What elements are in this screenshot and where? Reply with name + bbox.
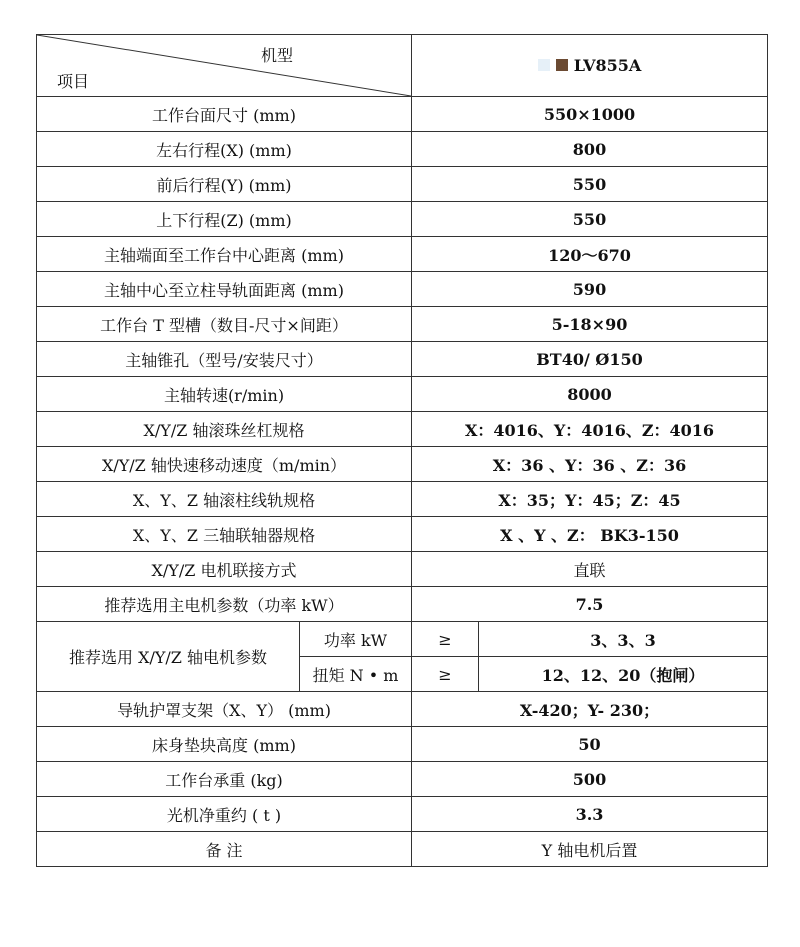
spec-label: 上下行程(Z) (mm): [37, 202, 412, 237]
spec-row: [37, 412, 768, 447]
spec-value: X：36 、Y：36 、Z：36: [412, 447, 768, 482]
header-row: [37, 35, 768, 97]
spec-row: [37, 482, 768, 517]
spec-row: [37, 692, 768, 727]
spec-value: 550×1000: [412, 97, 768, 132]
torque-value: 12、12、20（抱闸）: [479, 657, 768, 692]
spec-label: 床身垫块高度 (mm): [37, 727, 412, 762]
spec-value: 120～670: [412, 237, 768, 272]
spec-label: 工作台面尺寸 (mm): [37, 97, 412, 132]
spec-label: X、Y、Z 三轴联轴器规格: [37, 517, 412, 552]
spec-row: [37, 447, 768, 482]
spec-row: [37, 552, 768, 587]
spec-value: 800: [412, 132, 768, 167]
spec-label: 左右行程(X) (mm): [37, 132, 412, 167]
power-label: 功率 kW: [300, 622, 412, 657]
spec-label: 推荐选用主电机参数（功率 kW）: [37, 587, 412, 622]
spec-row: [37, 167, 768, 202]
spec-label: X/Y/Z 轴滚珠丝杠规格: [37, 412, 412, 447]
spec-value: 500: [412, 762, 768, 797]
motor-params-label: 推荐选用 X/Y/Z 轴电机参数: [37, 622, 300, 692]
spec-row: [37, 517, 768, 552]
spec-value: 3.3: [412, 797, 768, 832]
spec-value: 550: [412, 167, 768, 202]
spec-label: 工作台 T 型槽（数目-尺寸×间距）: [37, 307, 412, 342]
spec-label: 备 注: [37, 832, 412, 867]
spec-value: 8000: [412, 377, 768, 412]
spec-label: 导轨护罩支架（X、Y） (mm): [37, 692, 412, 727]
spec-value: X-420；Y- 230；: [412, 692, 768, 727]
spec-row: [37, 377, 768, 412]
spec-row: [37, 587, 768, 622]
diagonal-header-cell: [37, 35, 412, 97]
spec-row: [37, 727, 768, 762]
spec-value: 直联: [412, 552, 768, 587]
spec-label: X/Y/Z 电机联接方式: [37, 552, 412, 587]
spec-value: BT40/ Ø150: [412, 342, 768, 377]
model-text: LV855A: [573, 55, 642, 75]
spec-label: X/Y/Z 轴快速移动速度（m/min）: [37, 447, 412, 482]
spec-value: 50: [412, 727, 768, 762]
spec-row: [37, 132, 768, 167]
logo-dark-mark: [556, 59, 568, 71]
spec-row: [37, 832, 768, 867]
spec-label: 工作台承重 (kg): [37, 762, 412, 797]
spec-value: X 、Y 、Z： BK3-150: [412, 517, 768, 552]
item-axis-label: 项目: [57, 72, 90, 91]
torque-operator: ≥: [412, 657, 479, 692]
spec-row: [37, 202, 768, 237]
spec-label: 主轴转速(r/min): [37, 377, 412, 412]
logo-light-mark: [538, 59, 550, 71]
spec-row: [37, 97, 768, 132]
spec-value: 7.5: [412, 587, 768, 622]
torque-label: 扭矩 N • m: [300, 657, 412, 692]
power-operator: ≥: [412, 622, 479, 657]
spec-label: 主轴锥孔（型号/安装尺寸）: [37, 342, 412, 377]
spec-value: X：35；Y：45；Z：45: [412, 482, 768, 517]
motor-power-row: [37, 622, 768, 657]
spec-row: [37, 342, 768, 377]
spec-label: 前后行程(Y) (mm): [37, 167, 412, 202]
model-name: [538, 56, 642, 75]
spec-table: [36, 34, 768, 867]
spec-value: X：4016、Y：4016、Z：4016: [412, 412, 768, 447]
spec-row: [37, 272, 768, 307]
spec-value: 550: [412, 202, 768, 237]
spec-value: Y 轴电机后置: [412, 832, 768, 867]
spec-label: 主轴端面至工作台中心距离 (mm): [37, 237, 412, 272]
spec-label: X、Y、Z 轴滚柱线轨规格: [37, 482, 412, 517]
spec-row: [37, 762, 768, 797]
model-cell: [412, 35, 768, 97]
spec-label: 主轴中心至立柱导轨面距离 (mm): [37, 272, 412, 307]
spec-value: 590: [412, 272, 768, 307]
diagonal-line: [37, 35, 411, 96]
power-value: 3、3、3: [479, 622, 768, 657]
model-axis-label: 机型: [261, 46, 294, 65]
spec-row: [37, 237, 768, 272]
spec-row: [37, 307, 768, 342]
spec-label: 光机净重约 ( t ): [37, 797, 412, 832]
spec-row: [37, 797, 768, 832]
spec-value: 5-18×90: [412, 307, 768, 342]
